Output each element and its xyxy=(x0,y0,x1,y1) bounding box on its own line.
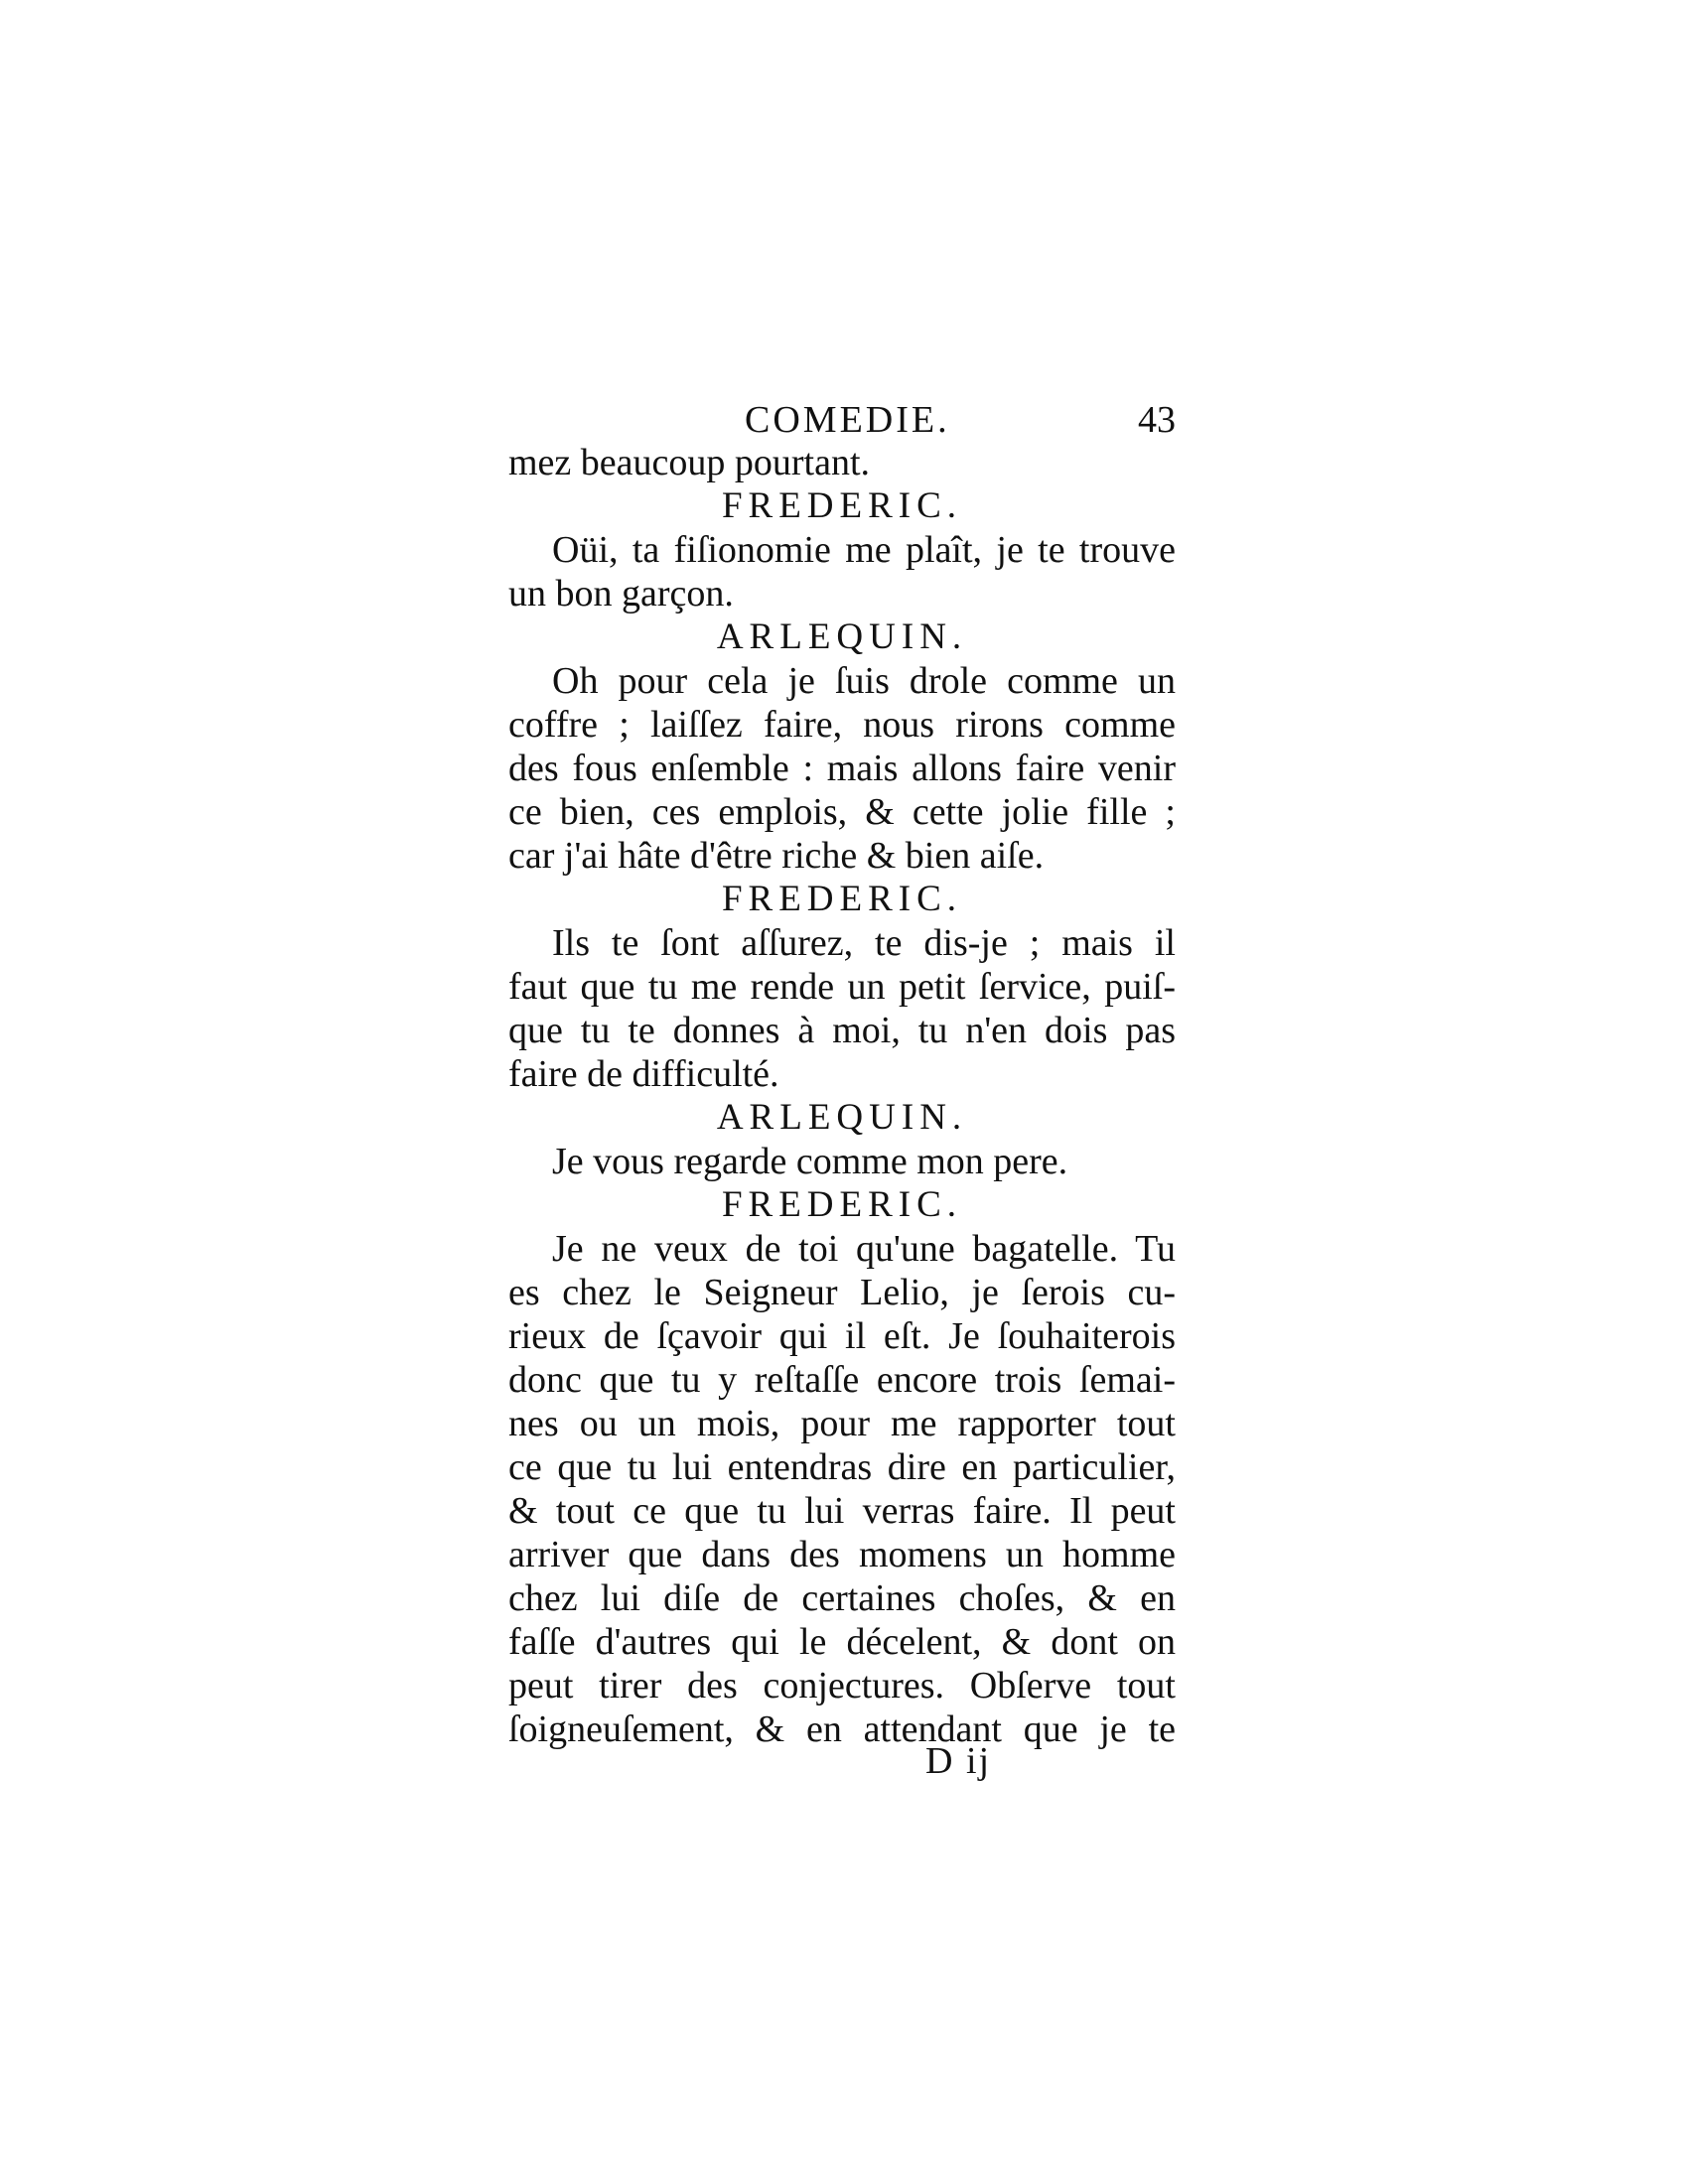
text-line: faire de difficulté. xyxy=(508,1053,779,1095)
text-line: & tout ce que tu lui verras faire. Il peut xyxy=(508,1490,1176,1532)
speaker-name: ARLEQUIN. xyxy=(716,616,968,657)
text-line: que tu te donnes à moi, tu n'en dois pas xyxy=(508,1010,1176,1051)
page-text-block xyxy=(508,399,1176,1751)
running-head xyxy=(508,399,1176,441)
text-line: mez beaucoup pourtant. xyxy=(508,442,871,483)
speaker-name: FREDERIC. xyxy=(721,1184,963,1225)
text-line: Je vous regarde comme mon pere. xyxy=(552,1141,1068,1182)
text-line: un bon garçon. xyxy=(508,573,734,614)
signature-mark: D ij xyxy=(925,1740,992,1782)
text-line: coffre ; laiſſez faire, nous rirons comme xyxy=(508,704,1176,746)
text-line: ſoigneuſement, & en attendant que je te xyxy=(508,1708,1176,1750)
running-title: COMEDIE. xyxy=(745,399,950,441)
text-line: car j'ai hâte d'être riche & bien aiſe. xyxy=(508,835,1045,877)
text-line: nes ou un mois, pour me rapporter tout xyxy=(508,1403,1176,1444)
text-lines xyxy=(508,441,1176,1751)
text-line: faut que tu me rende un petit ſervice, puiſ- xyxy=(508,966,1176,1008)
text-line: rieux de ſçavoir qui il eſt. Je ſouhaiterois xyxy=(508,1315,1176,1357)
text-line: faſſe d'autres qui le décelent, & dont on xyxy=(508,1621,1176,1663)
text-line: ce bien, ces emplois, & cette jolie fille ; xyxy=(508,791,1176,833)
text-line: des fous enſemble : mais allons faire venir xyxy=(508,748,1176,789)
page-number: 43 xyxy=(1138,399,1176,441)
text-line: chez lui diſe de certaines choſes, & en xyxy=(508,1577,1176,1619)
text-line: Ils te ſont aſſurez, te dis-je ; mais il xyxy=(552,922,1176,964)
speaker-name: FREDERIC. xyxy=(721,485,963,526)
text-line: es chez le Seigneur Lelio, je ſerois cu- xyxy=(508,1272,1176,1313)
text-line: Je ne veux de toi qu'une bagatelle. Tu xyxy=(552,1228,1176,1270)
text-line: arriver que dans des momens un homme xyxy=(508,1534,1176,1575)
text-line: ce que tu lui entendras dire en particulier, xyxy=(508,1446,1176,1488)
text-line: donc que tu y reſtaſſe encore trois ſemai- xyxy=(508,1359,1176,1401)
speaker-name: FREDERIC. xyxy=(721,879,963,919)
text-line: Oh pour cela je ſuis drole comme un xyxy=(552,660,1176,702)
text-line: Oüi, ta fiſionomie me plaît, je te trouve xyxy=(552,529,1176,571)
text-line: peut tirer des conjectures. Obſerve tout xyxy=(508,1665,1176,1706)
speaker-name: ARLEQUIN. xyxy=(716,1097,968,1138)
